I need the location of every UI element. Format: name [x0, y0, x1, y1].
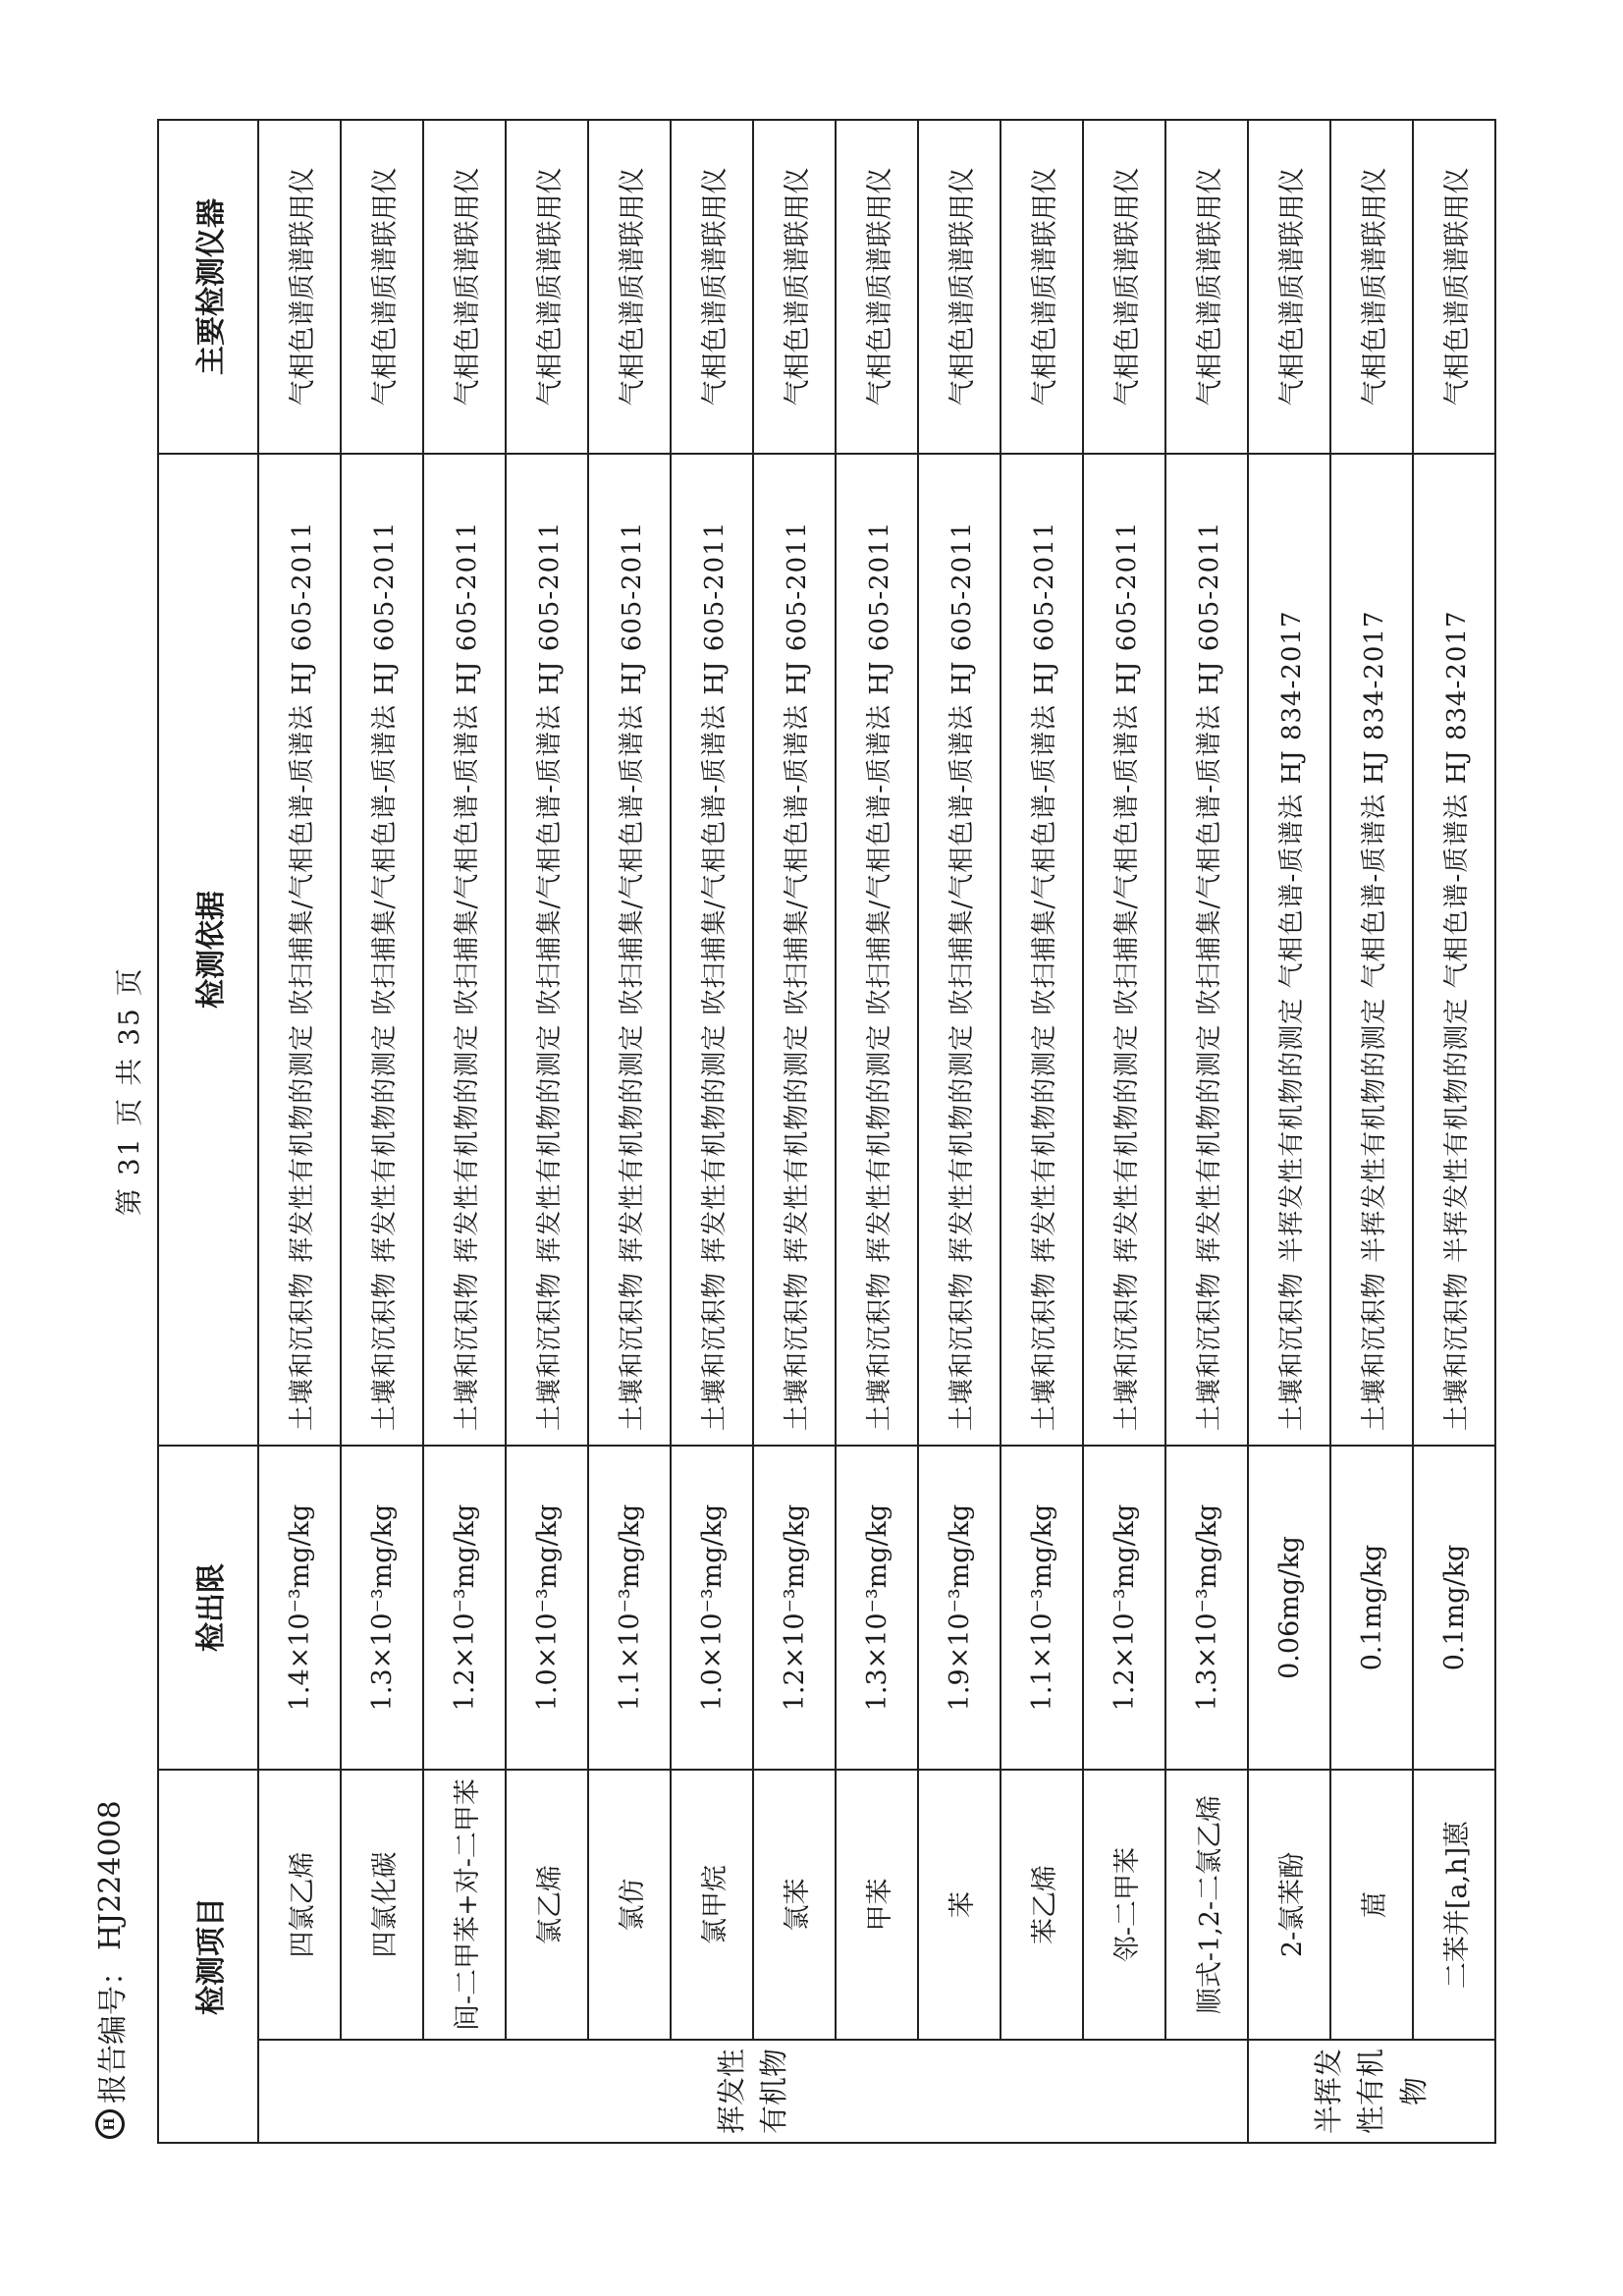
item-cell: 苯: [918, 1770, 1001, 2040]
table-row: [1330, 120, 1413, 2143]
limit-cell: 1.2×10⁻³mg/kg: [753, 1446, 836, 1770]
col-header-instrument: 主要检测仪器: [158, 120, 258, 454]
limit-cell: 0.1mg/kg: [1330, 1446, 1413, 1770]
item-cell: 间-二甲苯+对-二甲苯: [423, 1770, 506, 2040]
item-cell: 顺式-1,2-二氯乙烯: [1165, 1770, 1248, 2040]
basis-cell: 土壤和沉积物 半挥发性有机物的测定 气相色谱-质谱法 HJ 834-2017: [1413, 454, 1495, 1446]
limit-cell: 1.0×10⁻³mg/kg: [506, 1446, 588, 1770]
limit-cell: 1.0×10⁻³mg/kg: [671, 1446, 753, 1770]
instrument-cell: 气相色谱质谱联用仪: [423, 120, 506, 454]
col-header-basis: 检测依据: [158, 454, 258, 1446]
company-logo-icon: H: [95, 2109, 125, 2139]
table-row: [1165, 120, 1248, 2143]
page-info: 第 31 页 共 35 页: [113, 966, 145, 1216]
table-row: [1001, 120, 1083, 2143]
instrument-cell: 气相色谱质谱联用仪: [588, 120, 671, 454]
limit-cell: 1.1×10⁻³mg/kg: [1001, 1446, 1083, 1770]
instrument-cell: 气相色谱质谱联用仪: [506, 120, 588, 454]
instrument-cell: 气相色谱质谱联用仪: [671, 120, 753, 454]
basis-cell: 土壤和沉积物 挥发性有机物的测定 吹扫捕集/气相色谱-质谱法 HJ 605-2011: [1083, 454, 1165, 1446]
table-row: [1413, 120, 1495, 2143]
basis-cell: 土壤和沉积物 挥发性有机物的测定 吹扫捕集/气相色谱-质谱法 HJ 605-2011: [753, 454, 836, 1446]
report-number: [88, 1800, 132, 2139]
instrument-cell: 气相色谱质谱联用仪: [753, 120, 836, 454]
report-number-value: HJ224008: [92, 1800, 128, 1950]
item-cell: 四氯化碳: [341, 1770, 423, 2040]
report-number-label: 报告编号：: [96, 1956, 131, 2104]
table-row: [753, 120, 836, 2143]
category-cell: 挥发性有机物: [258, 2040, 1248, 2143]
item-cell: 邻-二甲苯: [1083, 1770, 1165, 2040]
table-row: [506, 120, 588, 2143]
limit-cell: 1.9×10⁻³mg/kg: [918, 1446, 1001, 1770]
table-row: [1248, 120, 1330, 2143]
col-header-limit: 检出限: [158, 1446, 258, 1770]
item-cell: 氯仿: [588, 1770, 671, 2040]
instrument-cell: 气相色谱质谱联用仪: [341, 120, 423, 454]
detection-table: [157, 119, 1496, 2144]
instrument-cell: 气相色谱质谱联用仪: [258, 120, 341, 454]
col-header-item: 检测项目: [158, 1770, 258, 2143]
basis-cell: 土壤和沉积物 半挥发性有机物的测定 气相色谱-质谱法 HJ 834-2017: [1248, 454, 1330, 1446]
instrument-cell: 气相色谱质谱联用仪: [1001, 120, 1083, 454]
item-cell: 2-氯苯酚: [1248, 1770, 1330, 2040]
instrument-cell: 气相色谱质谱联用仪: [836, 120, 918, 454]
table-row: [588, 120, 671, 2143]
basis-cell: 土壤和沉积物 挥发性有机物的测定 吹扫捕集/气相色谱-质谱法 HJ 605-2011: [918, 454, 1001, 1446]
item-cell: 氯苯: [753, 1770, 836, 2040]
instrument-cell: 气相色谱质谱联用仪: [1165, 120, 1248, 454]
basis-cell: 土壤和沉积物 半挥发性有机物的测定 气相色谱-质谱法 HJ 834-2017: [1330, 454, 1413, 1446]
table-row: [341, 120, 423, 2143]
instrument-cell: 气相色谱质谱联用仪: [918, 120, 1001, 454]
limit-cell: 0.1mg/kg: [1413, 1446, 1495, 1770]
category-cell: 半挥发性有机物: [1248, 2040, 1495, 2143]
item-cell: 䓛: [1330, 1770, 1413, 2040]
limit-cell: 1.3×10⁻³mg/kg: [341, 1446, 423, 1770]
basis-cell: 土壤和沉积物 挥发性有机物的测定 吹扫捕集/气相色谱-质谱法 HJ 605-2011: [671, 454, 753, 1446]
table-row: [423, 120, 506, 2143]
item-cell: 甲苯: [836, 1770, 918, 2040]
limit-cell: 1.4×10⁻³mg/kg: [258, 1446, 341, 1770]
basis-cell: 土壤和沉积物 挥发性有机物的测定 吹扫捕集/气相色谱-质谱法 HJ 605-2011: [341, 454, 423, 1446]
limit-cell: 0.06mg/kg: [1248, 1446, 1330, 1770]
basis-cell: 土壤和沉积物 挥发性有机物的测定 吹扫捕集/气相色谱-质谱法 HJ 605-2011: [836, 454, 918, 1446]
basis-cell: 土壤和沉积物 挥发性有机物的测定 吹扫捕集/气相色谱-质谱法 HJ 605-2011: [506, 454, 588, 1446]
limit-cell: 1.3×10⁻³mg/kg: [1165, 1446, 1248, 1770]
instrument-cell: 气相色谱质谱联用仪: [1248, 120, 1330, 454]
table-row: [258, 120, 341, 2143]
table-body: [258, 120, 1495, 2143]
basis-cell: 土壤和沉积物 挥发性有机物的测定 吹扫捕集/气相色谱-质谱法 HJ 605-2011: [588, 454, 671, 1446]
table-row: [671, 120, 753, 2143]
item-cell: 苯乙烯: [1001, 1770, 1083, 2040]
limit-cell: 1.2×10⁻³mg/kg: [423, 1446, 506, 1770]
item-cell: 二苯并[a,h]蒽: [1413, 1770, 1495, 2040]
instrument-cell: 气相色谱质谱联用仪: [1083, 120, 1165, 454]
limit-cell: 1.1×10⁻³mg/kg: [588, 1446, 671, 1770]
item-cell: 氯甲烷: [671, 1770, 753, 2040]
instrument-cell: 气相色谱质谱联用仪: [1413, 120, 1495, 454]
basis-cell: 土壤和沉积物 挥发性有机物的测定 吹扫捕集/气相色谱-质谱法 HJ 605-2011: [258, 454, 341, 1446]
limit-cell: 1.3×10⁻³mg/kg: [836, 1446, 918, 1770]
basis-cell: 土壤和沉积物 挥发性有机物的测定 吹扫捕集/气相色谱-质谱法 HJ 605-2011: [1165, 454, 1248, 1446]
basis-cell: 土壤和沉积物 挥发性有机物的测定 吹扫捕集/气相色谱-质谱法 HJ 605-2011: [1001, 454, 1083, 1446]
item-cell: 四氯乙烯: [258, 1770, 341, 2040]
basis-cell: 土壤和沉积物 挥发性有机物的测定 吹扫捕集/气相色谱-质谱法 HJ 605-2011: [423, 454, 506, 1446]
table-row: [1083, 120, 1165, 2143]
item-cell: 氯乙烯: [506, 1770, 588, 2040]
table-row: [836, 120, 918, 2143]
instrument-cell: 气相色谱质谱联用仪: [1330, 120, 1413, 454]
table-row: [918, 120, 1001, 2143]
limit-cell: 1.2×10⁻³mg/kg: [1083, 1446, 1165, 1770]
